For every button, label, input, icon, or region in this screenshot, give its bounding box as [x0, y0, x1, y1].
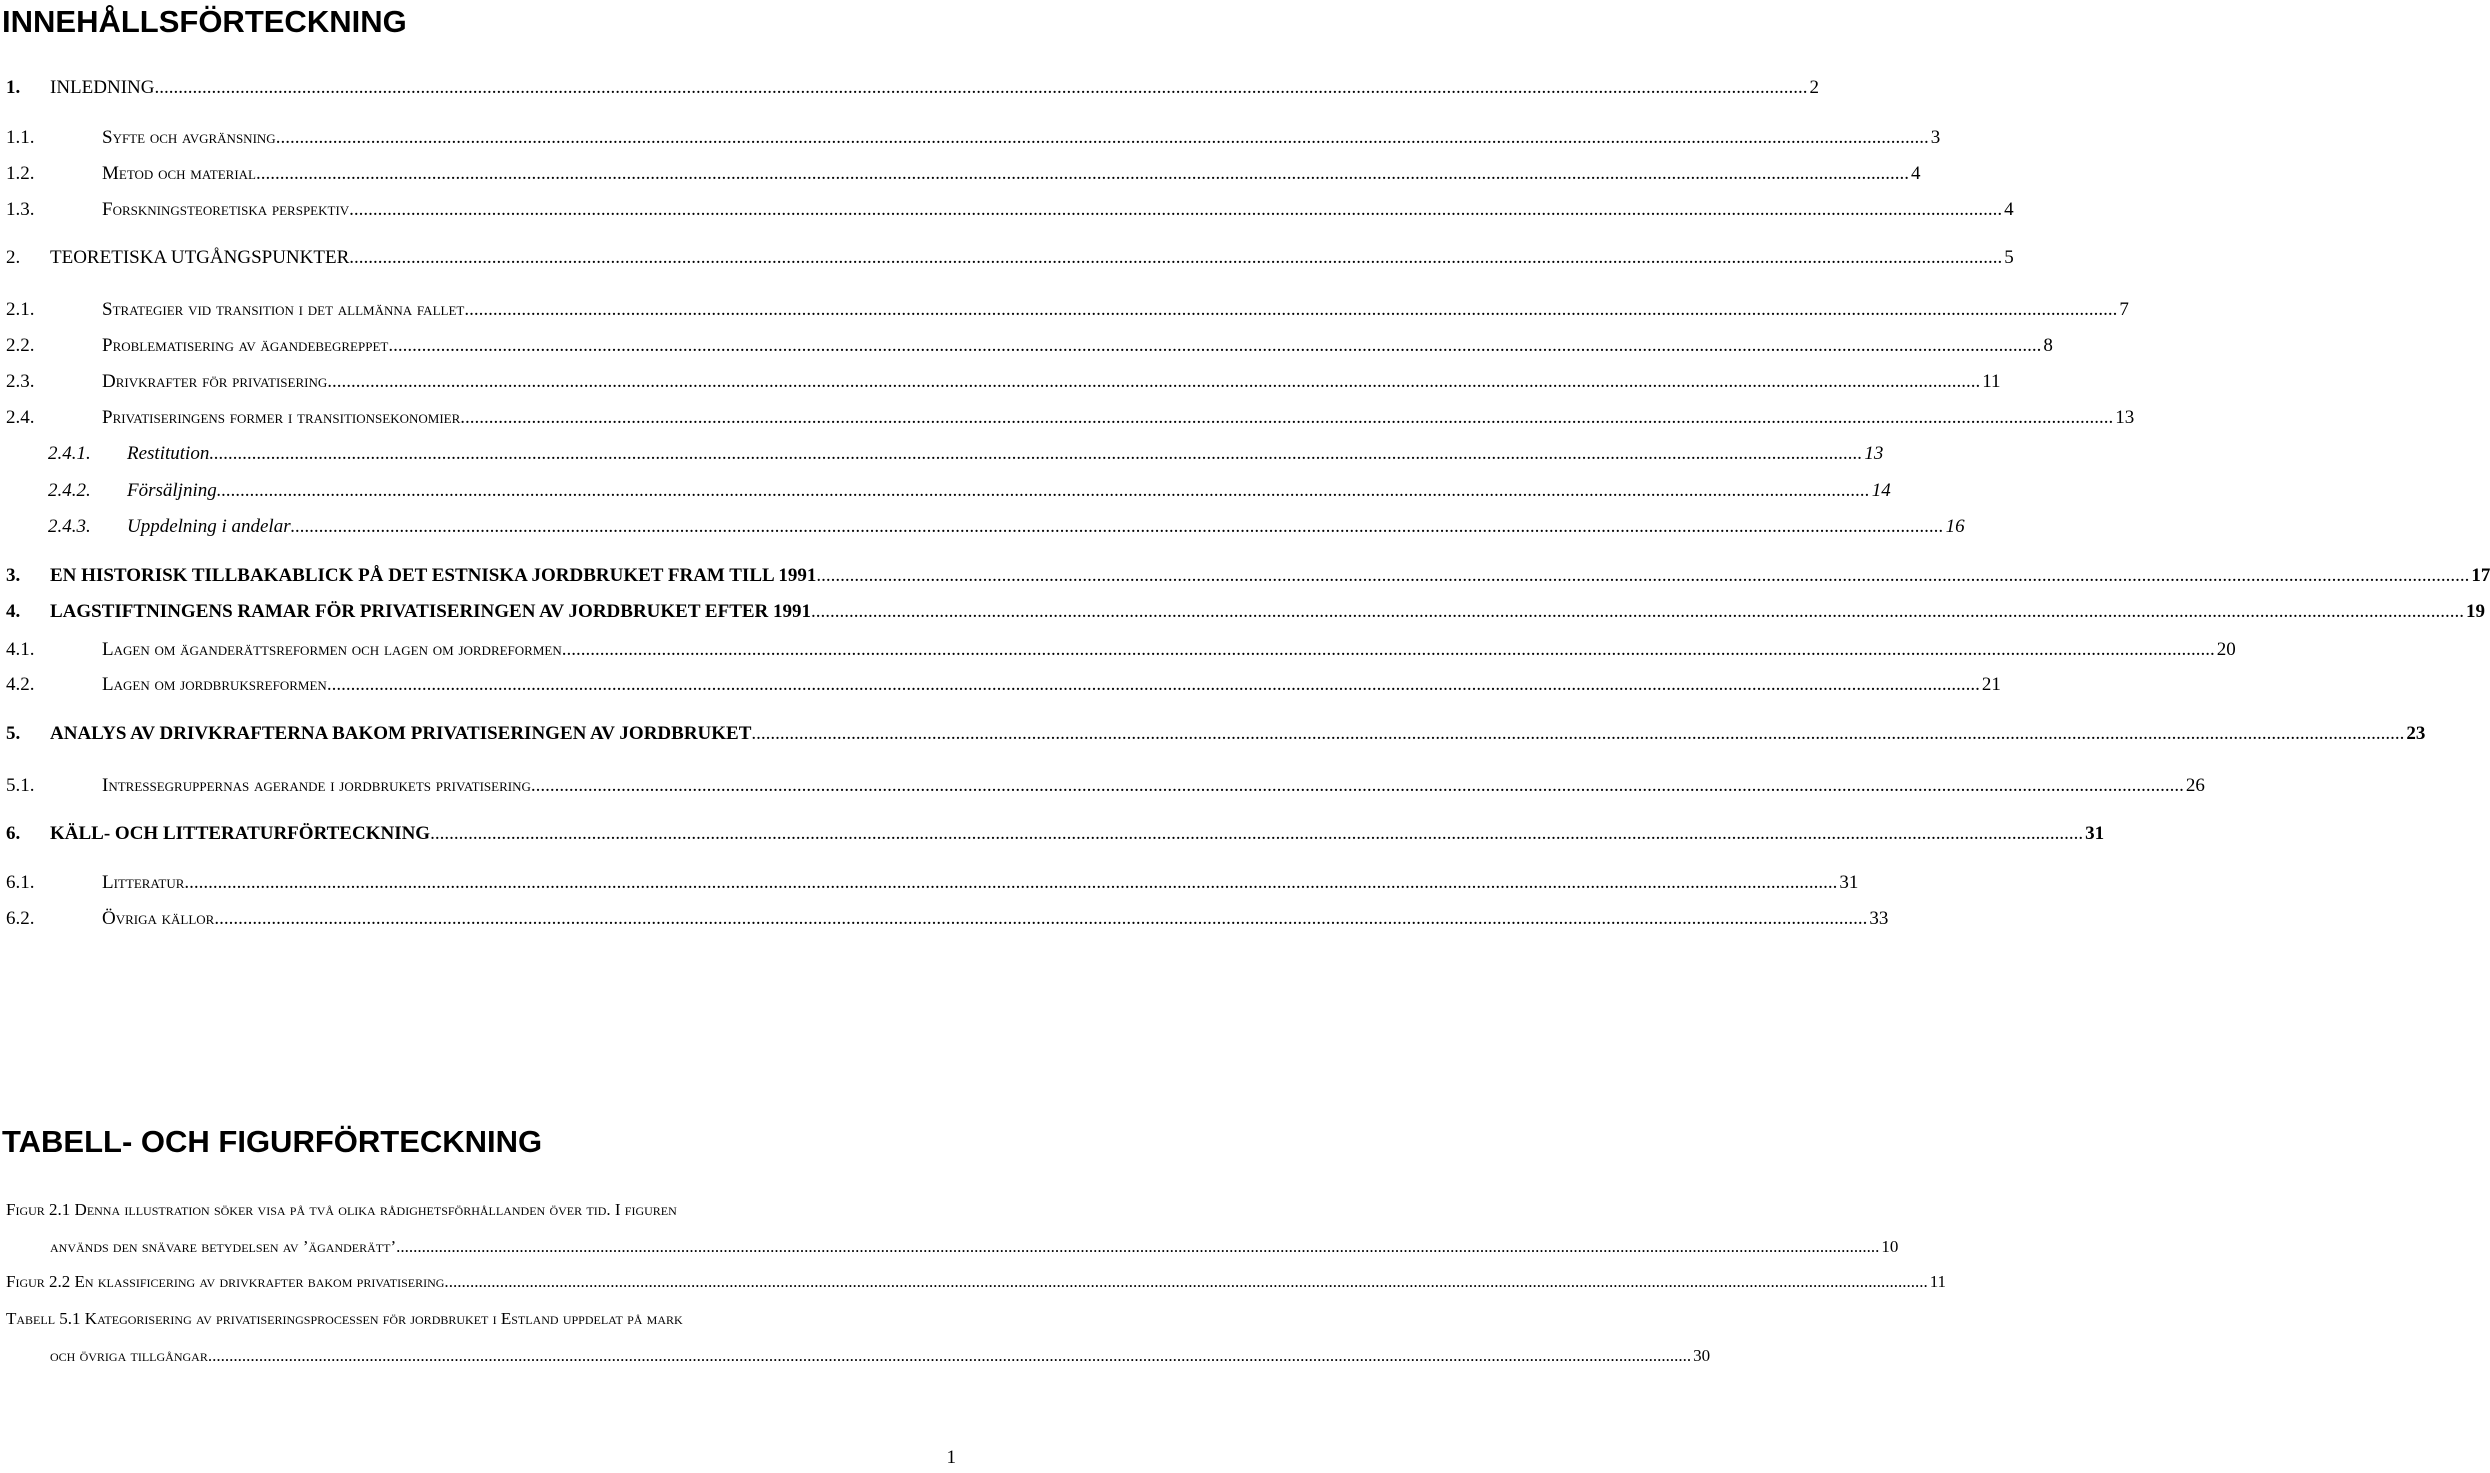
toc-entry[interactable] — [6, 722, 2426, 746]
dot-leader — [256, 162, 1911, 186]
toc-entry-page: 2 — [1809, 77, 1819, 98]
dot-leader — [562, 638, 2217, 662]
toc-entry-number: 3. — [6, 565, 21, 586]
toc-entry-number: 2.4.2. — [48, 480, 91, 501]
toc-entry-title: Strategier vid transition i det allmänna fallet — [102, 299, 465, 320]
toc-entry-number: 1.3. — [6, 199, 35, 220]
figure-caption: används den snävare betydelsen av ’äganderätt’. — [50, 1237, 401, 1256]
toc-entry-page: 14 — [1871, 480, 1891, 501]
toc-entry-title: Privatiseringens former i transitionsekonomier — [102, 407, 461, 428]
toc-entry[interactable] — [6, 564, 2490, 588]
toc-entry-number: 2.4.1. — [48, 443, 91, 464]
toc-entry-page: 5 — [2004, 247, 2014, 268]
toc-entry[interactable] — [6, 774, 2205, 798]
toc-entry-number: 5.1. — [6, 775, 35, 796]
dot-leader — [449, 1270, 1930, 1294]
table-caption: och övriga tillgångar. — [50, 1346, 213, 1365]
dot-leader — [811, 600, 2466, 624]
toc-entry-page: 13 — [1864, 443, 1884, 464]
toc-entry-page: 26 — [2185, 775, 2205, 796]
toc-entry-title: EN HISTORISK TILLBAKABLICK PÅ DET ESTNISKA JORDBRUKET FRAM TILL 1991 — [50, 565, 817, 586]
figure-page: 10 — [1881, 1237, 1899, 1256]
figure-entry-continuation[interactable] — [50, 1235, 1899, 1259]
toc-entry[interactable] — [6, 673, 2001, 697]
toc-entry-number: 2.1. — [6, 299, 35, 320]
dot-leader — [217, 479, 1872, 503]
toc-entry-title: Lagen om jordbruksreformen — [102, 674, 327, 695]
toc-entry-title: Litteratur — [102, 872, 185, 893]
dot-leader — [464, 298, 2119, 322]
toc-entry[interactable] — [6, 126, 1941, 150]
toc-entry-page: 33 — [1869, 908, 1889, 929]
dot-leader — [349, 246, 2004, 270]
figure-caption: Figur 2.1 Denna illustration söker visa på två olika rådighetsförhållanden över tid. I figuren — [6, 1200, 677, 1219]
dot-leader — [212, 1344, 1693, 1368]
toc-entry[interactable] — [6, 246, 2014, 270]
toc-entry-title: Försäljning — [127, 480, 217, 501]
toc-entry-number: 6.1. — [6, 872, 35, 893]
table-entry[interactable] — [6, 1307, 960, 1331]
toc-entry[interactable] — [6, 907, 1889, 931]
toc-entry[interactable] — [6, 334, 2053, 358]
toc-entry-title: KÄLL- OCH LITTERATURFÖRTECKNING — [50, 823, 431, 844]
toc-entry-number: 2. — [6, 247, 21, 268]
toc-entry-number: 1. — [6, 77, 21, 98]
figure-caption: Figur 2.2 En klassificering av drivkrafter bakom privatisering. — [6, 1272, 449, 1291]
toc-entry-title: Restitution — [127, 443, 210, 464]
dot-leader — [184, 871, 1839, 895]
page-number: 1 — [946, 1447, 956, 1468]
toc-entry-page: 4 — [2004, 199, 2014, 220]
toc-entry-number: 2.4.3. — [48, 516, 91, 537]
dot-leader — [751, 722, 2406, 746]
toc-entry-page: 8 — [2043, 335, 2053, 356]
toc-entry-page: 11 — [1982, 371, 2001, 392]
toc-entry-page: 4 — [1910, 163, 1921, 184]
toc-entry[interactable] — [6, 198, 2014, 222]
toc-entry-title: Metod och material — [102, 163, 256, 184]
figures-title: TABELL- OCH FIGURFÖRTECKNING — [2, 1124, 543, 1159]
dot-leader — [276, 126, 1931, 150]
dot-leader — [460, 406, 2115, 430]
toc-entry-title: Drivkrafter för privatisering — [102, 371, 328, 392]
toc-entry-page: 31 — [1839, 872, 1859, 893]
dot-leader — [430, 822, 2085, 846]
toc-entry-page: 19 — [2466, 601, 2486, 622]
table-caption: Tabell 5.1 Kategorisering av privatiseringsprocessen för jordbruket i Estland uppdelat på mark — [6, 1309, 683, 1328]
table-page: 30 — [1693, 1346, 1711, 1365]
toc-entry-number: 1.2. — [6, 163, 35, 184]
toc-entry-title: Forskningsteoretiska perspektiv — [102, 199, 350, 220]
dot-leader — [327, 370, 1982, 394]
toc-entry-title: Övriga källor — [102, 908, 215, 929]
toc-entry-number: 2.4. — [6, 407, 35, 428]
dot-leader — [388, 334, 2043, 358]
dot-leader — [349, 198, 2004, 222]
toc-entry-page: 3 — [1930, 127, 1941, 148]
figure-entry[interactable] — [6, 1270, 1947, 1294]
toc-entry[interactable] — [6, 76, 1819, 100]
toc-entry[interactable] — [6, 442, 1884, 466]
toc-entry-page: 23 — [2406, 723, 2426, 744]
toc-entry-title: LAGSTIFTNINGENS RAMAR FÖR PRIVATISERINGEN AV JORDBRUKET EFTER 1991 — [50, 601, 812, 622]
toc-entry-page: 16 — [1945, 516, 1965, 537]
toc-entry-page: 31 — [2085, 823, 2105, 844]
toc-entry-title: ANALYS AV DRIVKRAFTERNA BAKOM PRIVATISERINGEN AV JORDBRUKET — [50, 723, 752, 744]
toc-title: INNEHÅLLSFÖRTECKNING — [2, 4, 407, 39]
toc-entry-number: 6.2. — [6, 908, 35, 929]
toc-entry[interactable] — [6, 822, 2105, 846]
toc-entry-title: Problematisering av ägandebegreppet — [102, 335, 389, 356]
toc-entry[interactable] — [6, 515, 1965, 539]
toc-entry-page: 20 — [2216, 639, 2236, 660]
toc-entry-number: 2.3. — [6, 371, 35, 392]
toc-entry-number: 4.1. — [6, 639, 35, 660]
toc-entry-title: Syfte och avgränsning — [102, 127, 276, 148]
figure-entry[interactable] — [6, 1198, 960, 1222]
toc-entry[interactable] — [6, 638, 2236, 662]
dot-leader — [291, 515, 1946, 539]
dot-leader — [400, 1235, 1881, 1259]
toc-entry-number: 6. — [6, 823, 21, 844]
toc-entry[interactable] — [6, 406, 2135, 430]
dot-leader — [816, 564, 2471, 588]
toc-entry-page: 21 — [1981, 674, 2001, 695]
dot-leader — [531, 774, 2186, 798]
toc-entry-page: 7 — [2119, 299, 2129, 320]
toc-entry[interactable] — [6, 298, 2129, 322]
toc-entry-title: Intressegruppernas agerande i jordbrukets privatisering — [102, 775, 531, 796]
toc-entry[interactable] — [6, 162, 1921, 186]
dot-leader — [214, 907, 1869, 931]
toc-entry-page: 13 — [2115, 407, 2135, 428]
toc-entry-number: 4.2. — [6, 674, 35, 695]
toc-entry-title: TEORETISKA UTGÅNGSPUNKTER — [50, 247, 350, 268]
toc-entry-number: 5. — [6, 723, 21, 744]
toc-entry-number: 4. — [6, 601, 21, 622]
dot-leader — [154, 76, 1809, 100]
dot-leader — [327, 673, 1982, 697]
toc-entry-title: INLEDNING — [50, 77, 155, 98]
toc-entry[interactable] — [6, 871, 1859, 895]
toc-entry-number: 2.2. — [6, 335, 35, 356]
toc-entry-title: Lagen om äganderättsreformen och lagen om jordreformen — [102, 639, 562, 660]
toc-entry-number: 1.1. — [6, 127, 35, 148]
figure-page: 11 — [1929, 1272, 1947, 1291]
table-entry-continuation[interactable] — [50, 1344, 1711, 1368]
dot-leader — [209, 442, 1864, 466]
toc-entry-title: Uppdelning i andelar — [127, 516, 291, 537]
toc-entry[interactable] — [6, 370, 2001, 394]
toc-entry-page: 17 — [2471, 565, 2490, 586]
toc-entry[interactable] — [6, 600, 2486, 624]
toc-entry[interactable] — [6, 479, 1891, 503]
